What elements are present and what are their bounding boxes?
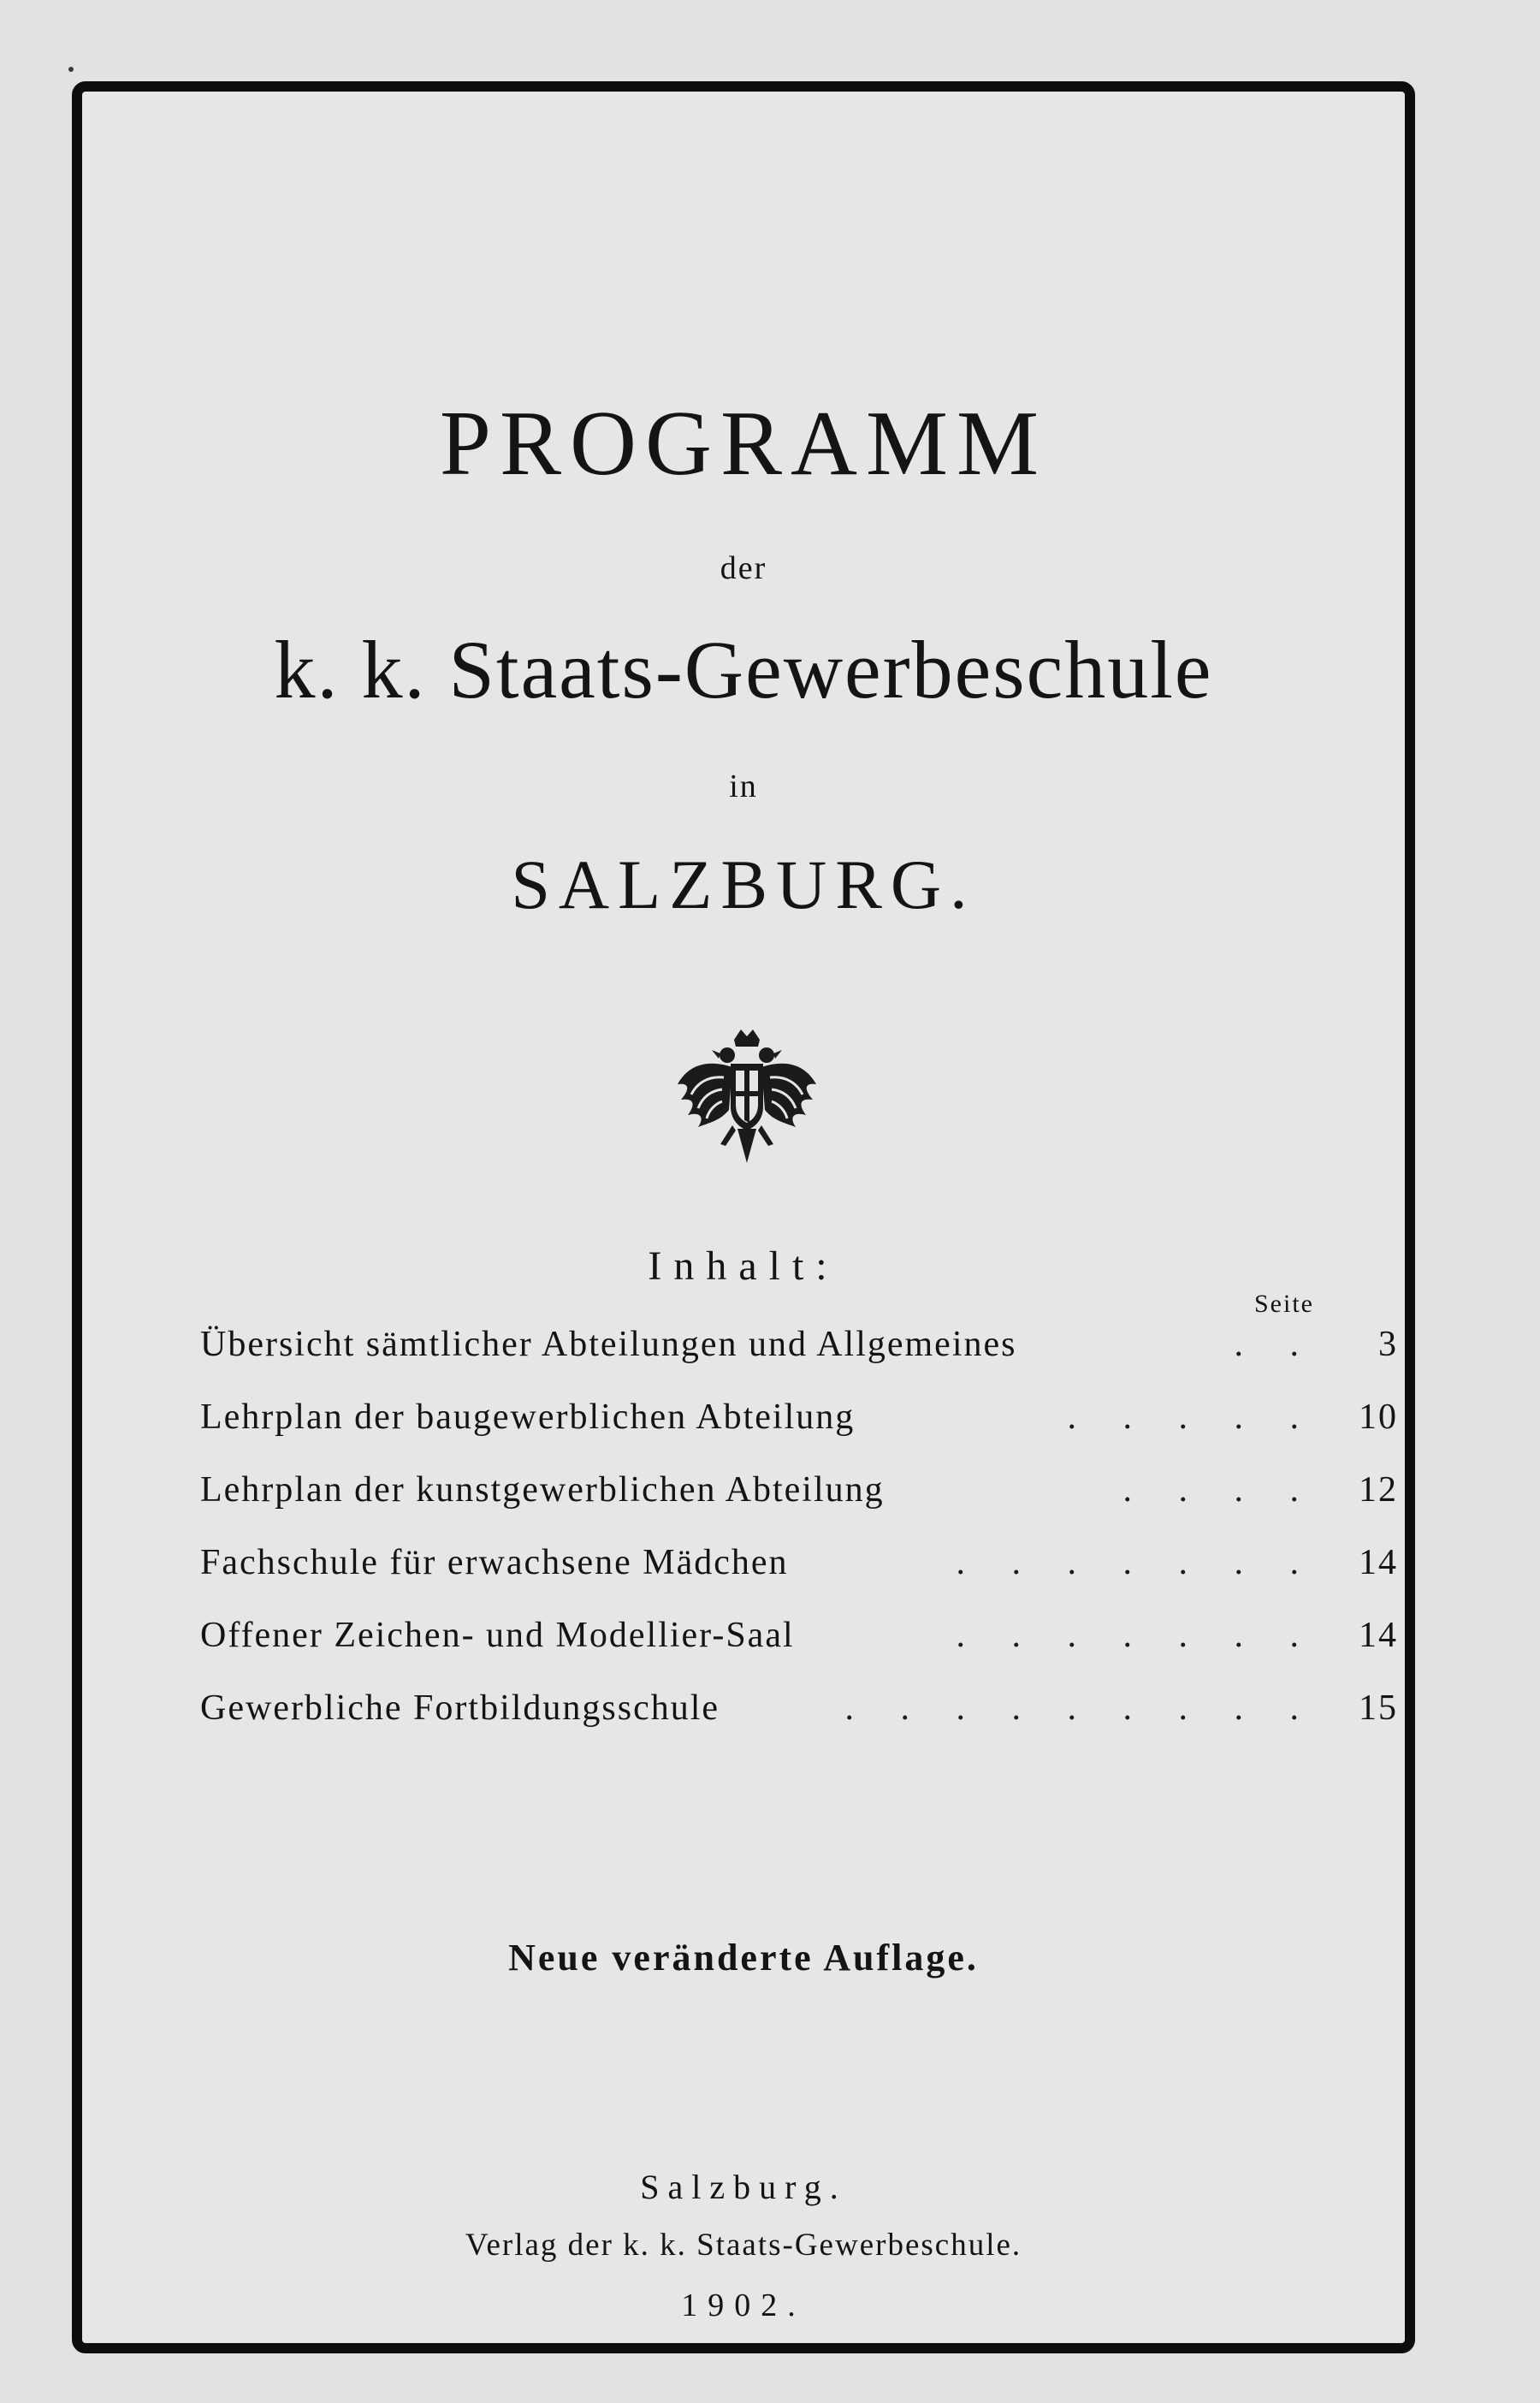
page-column-label: Seite: [1254, 1290, 1314, 1318]
toc-leader-dots: . . . . . . .: [956, 1616, 1318, 1655]
toc-leader-dots: . . . . . . . . .: [844, 1688, 1318, 1728]
toc-entry-page: 3: [1378, 1325, 1398, 1364]
toc-entry: [200, 1542, 1398, 1615]
school-name: k. k. Staats-Gewerbeschule: [274, 624, 1213, 715]
imprint-publisher: Verlag der k. k. Staats-Gewerbeschule.: [465, 2228, 1022, 2263]
city-name: SALZBURG.: [511, 846, 976, 923]
document-title: PROGRAMM: [439, 393, 1048, 495]
toc-leader-dots: . . . .: [1122, 1470, 1318, 1510]
toc-entry: [200, 1469, 1398, 1542]
toc-leader-dots: . . . . .: [1067, 1397, 1318, 1437]
toc-entry-page: 12: [1359, 1470, 1398, 1510]
imprint-year: 1902.: [681, 2287, 806, 2323]
toc-entry-label: Lehrplan der baugewerblichen Abteilung: [200, 1397, 856, 1437]
toc-entry: [200, 1615, 1398, 1688]
print-speck: [68, 67, 74, 72]
toc-leader-dots: . . . . . . .: [956, 1543, 1318, 1582]
toc-entry: [200, 1397, 1398, 1469]
imprint-city: Salzburg.: [640, 2168, 847, 2206]
table-of-contents: [200, 1324, 1398, 1760]
toc-entry-page: 10: [1359, 1397, 1398, 1437]
edition-note: Neue veränderte Auflage.: [508, 1937, 979, 1979]
contents-heading: Inhalt:: [648, 1243, 839, 1289]
toc-entry-label: Fachschule für erwachsene Mädchen: [200, 1543, 789, 1582]
toc-entry-label: Übersicht sämtlicher Abteilungen und Allgemeines: [200, 1325, 1017, 1364]
toc-leader-dots: . .: [1234, 1325, 1318, 1364]
double-headed-eagle-icon: [672, 1024, 822, 1170]
toc-entry: [200, 1688, 1398, 1760]
toc-entry: [200, 1324, 1398, 1397]
title-connector-in: in: [729, 768, 758, 804]
toc-entry-page: 15: [1359, 1688, 1398, 1728]
toc-entry-page: 14: [1359, 1543, 1398, 1582]
toc-entry-label: Gewerbliche Fortbildungsschule: [200, 1688, 720, 1728]
toc-entry-label: Offener Zeichen- und Modellier-Saal: [200, 1616, 795, 1655]
toc-entry-label: Lehrplan der kunstgewerblichen Abteilung: [200, 1470, 885, 1510]
title-connector-der: der: [720, 550, 767, 586]
toc-entry-page: 14: [1359, 1616, 1398, 1655]
page-border-frame: [72, 81, 1415, 2353]
